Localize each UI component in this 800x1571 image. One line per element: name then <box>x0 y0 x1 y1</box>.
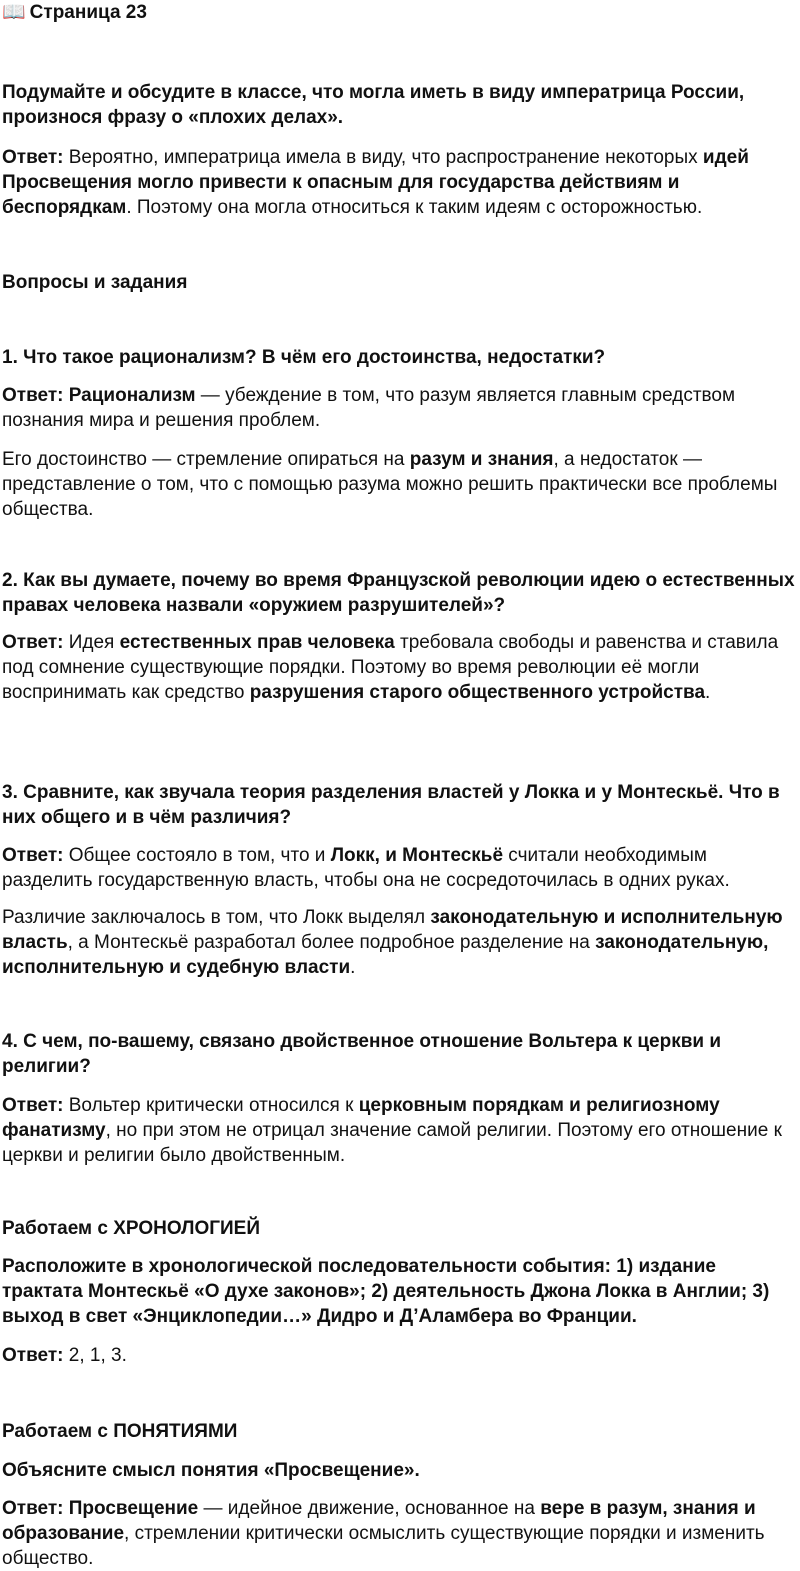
intro-answer <box>2 145 800 220</box>
question-2: 2. Как вы думаете, почему во время Французской революции идею о естественных правах человека назвали «оружием разрушителей»? <box>2 570 795 616</box>
question-1: 1. Что такое рационализм? В чём его достоинства, недостатки? <box>2 347 606 368</box>
answer-emphasis: разрушения старого общественного устройства <box>249 682 706 703</box>
answer-text: требовала свободы и равенства и ставила под сомнение существующие порядки. Поэтому во время революции её могли воспринимать как средство <box>2 632 779 703</box>
answer-text: — идейное движение, основанное на <box>198 1498 541 1519</box>
chronology-task: Расположите в хронологической последовательности события: 1) издание трактата Монтескьё «О духе законов»; 2) деятельность Джона Локка в Англии; 3) выход в свет «Энциклопедии…» Дидро и Д’Аламбера во Франции. <box>2 1256 770 1327</box>
question-3: 3. Сравните, как звучала теория разделения властей у Локка и у Монтескьё. Что в них общего и в чём различия? <box>2 782 780 828</box>
answer-emphasis: идей Просвещения могло привести к опасным для государства действиям и беспорядкам <box>2 147 749 218</box>
question-2-answer <box>2 630 800 705</box>
answer-label: Ответ: <box>2 632 64 653</box>
answer-text: . Поэтому она могла относиться к таким идеям с осторожностью. <box>126 197 703 218</box>
page-title <box>2 0 800 25</box>
open-book-icon: 📖 <box>2 2 26 23</box>
page-title-text: Страница 23 <box>29 2 147 23</box>
answer-emphasis: Рационализм <box>63 385 196 406</box>
answer-text: Различие заключалось в том, что Локк выделял <box>2 907 431 928</box>
answer-label: Ответ: <box>2 845 64 866</box>
answer-text: 2, 1, 3. <box>63 1345 127 1366</box>
answer-text: , а Монтескьё разработал более подробное разделение на <box>67 932 596 953</box>
intro-question: Подумайте и обсудите в классе, что могла иметь в виду императрица России, произнося фразу о «плохих делах». <box>2 82 745 128</box>
answer-label: Ответ: <box>2 385 64 406</box>
answer-emphasis: разум и знания <box>409 449 554 470</box>
section-heading-chronology: Работаем с ХРОНОЛОГИЕЙ <box>2 1218 260 1239</box>
question-3-answer <box>2 843 800 893</box>
answer-emphasis: Локк, и Монтескьё <box>330 845 504 866</box>
answer-text: Его достоинство — стремление опираться на <box>2 449 410 470</box>
answer-text: . <box>350 957 356 978</box>
answer-text: . <box>705 682 711 703</box>
answer-emphasis: законодательную и исполнительную власть <box>2 907 783 953</box>
question-3-answer-paragraph-2 <box>2 905 800 980</box>
section-heading-questions: Вопросы и задания <box>2 272 188 293</box>
question-4: 4. С чем, по-вашему, связано двойственное отношение Вольтера к церкви и религии? <box>2 1031 722 1077</box>
answer-text: , стремлении критически осмыслить существующие порядки и изменить общество. <box>2 1523 765 1569</box>
answer-text: Вероятно, императрица имела в виду, что распространение некоторых <box>63 147 703 168</box>
question-1-answer-paragraph-2 <box>2 447 800 522</box>
answer-text: , а недостаток — представление о том, что с помощью разума можно решить практически все проблемы общества. <box>2 449 778 520</box>
answer-label: Ответ: <box>2 1498 64 1519</box>
answer-text: — убеждение в том, что разум является главным средством познания мира и решения проблем. <box>2 385 736 431</box>
answer-text: , но при этом не отрицал значение самой религии. Поэтому его отношение к церкви и религии было двойственным. <box>2 1120 782 1166</box>
answer-text: Идея <box>63 632 120 653</box>
answer-emphasis: церковным порядкам и религиозному фанатизму <box>2 1095 720 1141</box>
concepts-answer <box>2 1496 800 1571</box>
answer-emphasis: Просвещение <box>63 1498 199 1519</box>
answer-text: считали необходимым разделить государственную власть, чтобы она не сосредоточилась в одних руках. <box>2 845 730 891</box>
answer-label: Ответ: <box>2 147 64 168</box>
answer-emphasis: вере в разум, знания и образование <box>2 1498 756 1544</box>
chronology-answer <box>2 1343 800 1368</box>
answer-text: Общее состояло в том, что и <box>63 845 331 866</box>
question-4-answer <box>2 1093 800 1168</box>
section-heading-concepts: Работаем с ПОНЯТИЯМИ <box>2 1421 238 1442</box>
answer-emphasis: естественных прав человека <box>119 632 395 653</box>
answer-label: Ответ: <box>2 1095 64 1116</box>
answer-emphasis: законодательную, исполнительную и судебную власти <box>2 932 769 978</box>
answer-label: Ответ: <box>2 1345 64 1366</box>
answer-text: Вольтер критически относился к <box>63 1095 359 1116</box>
concepts-task: Объясните смысл понятия «Просвещение». <box>2 1460 420 1481</box>
question-1-answer <box>2 383 800 433</box>
